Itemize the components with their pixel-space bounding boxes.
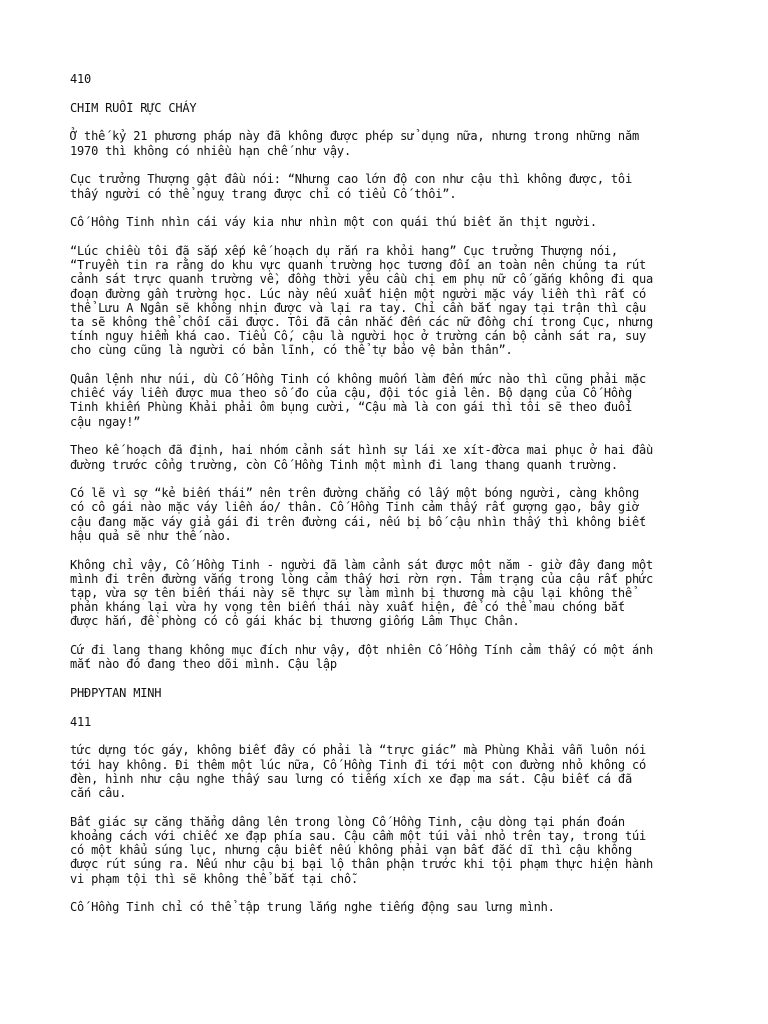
paragraph: Quân lệnh như núi, dù Cố Hồng Tinh có không muốn làm đến mức nào thì cũng phải mặc chiếc váy liền được mua theo số đo của cậu, đội tóc giả lên. Bộ dạng của Cố Hồng Tinh khiến Phùng Khải phải ôm bụng cười, “Cậu mà là con gái thì tôi sẽ theo đuổi cậu ngay!” xyxy=(70,372,647,429)
paragraph: Cứ đi lang thang không mục đích như vậy, đột nhiên Cố Hồng Tính cảm thấy có một ánh mắt nào đó đang theo dõi mình. Cậu lập xyxy=(70,643,654,672)
paragraph: Theo kế hoạch đã định, hai nhóm cảnh sát hình sự lái xe xít-đờca mai phục ở hai đầu đường trước cổng trường, còn Cố Hồng Tinh một mình đi lang thang quanh trường. xyxy=(70,443,654,472)
page-number-bottom: 411 xyxy=(70,714,92,729)
paragraph: Cố Hồng Tinh chỉ có thể tập trung lắng nghe tiếng động sau lưng mình. xyxy=(70,900,555,915)
paragraph: Ở thế kỷ 21 phương pháp này đã không được phép sử dụng nữa, nhưng trong những năm 1970 thì không có nhiều hạn chế như vậy. xyxy=(70,129,639,158)
paragraph: Không chỉ vậy, Cố Hồng Tinh - người đã làm cảnh sát được một năm - giờ đây đang một mình đi trên đường vắng trong lòng cảm thấy hơi rờn rợn. Tâm trạng của cậu rất phức tạp, vừa sợ tên biến thái này sẽ thực sự làm mình bị thương mà cậu lại không thể phản kháng lại vừa hy vọng tên biến thái này xuất hiện, để có thể mau chóng bắt được hắn, đề phòng có cô gái khác bị thương giống Lâm Thục Chân. xyxy=(70,557,654,629)
document-page xyxy=(70,72,730,929)
paragraph: Bất giác sự căng thẳng dâng lên trong lòng Cố Hồng Tinh, cậu dòng tại phán đoán khoảng cách với chiếc xe đạp phía sau. Cậu cầm một túi vải nhỏ trên tay, trong túi có một khẩu súng lục, nhưng cậu biết nếu không phải vạn bất đắc dĩ thì cậu không được rút súng ra. Nếu như cậu bị bại lộ thân phận trước khi tội phạm thực hiện hành vi phạm tội thì sẽ không thể bắt tại chỗ. xyxy=(70,814,654,886)
footer-label: PHĐPYTAN MINH xyxy=(70,686,162,700)
page-number-top: 410 xyxy=(70,72,92,86)
paragraph: Cố Hồng Tinh nhìn cái váy kia như nhìn một con quái thú biết ăn thịt người. xyxy=(70,215,597,230)
paragraph: tức dựng tóc gáy, không biết đây có phải là “trực giác” mà Phùng Khải vẫn luôn nói tới hay không. Đi thêm một lúc nữa, Cố Hồng Tinh đi tới một con đường nhỏ không có đèn, hình như cậu nghe thấy sau lưng có tiếng xích xe đạp ma sát. Cậu biết cá đã cắn câu. xyxy=(70,743,647,801)
paragraph: “Lúc chiều tôi đã sắp xếp kế hoạch dụ rắn ra khỏi hang” Cục trưởng Thượng nói, “Truyền tin ra rằng do khu vực quanh trường học tương đối an toàn nên chúng ta rút cảnh sát trực quanh trường về, đồng thời yêu cầu chị em phụ nữ cố gắng không đi qua đoạn đường gần trường học. Lúc này nếu xuất hiện một người mặc váy liền thì rất có thể Lưu A Ngân sẽ không nhịn được và lại ra tay. Chỉ cần bắt ngay tại trận thì cậu ta sẽ không thể chối cãi được. Tôi đã cân nhắc đến các nữ đồng chí trong Cục, nhưng tính nguy hiểm khá cao. Tiểu Cố, cậu là người học ở trường cán bộ cảnh sát ra, suy cho cùng cũng là người có bản lĩnh, có thể tự bảo vệ bản thân”. xyxy=(70,243,654,358)
chapter-title: CHIM RUỒI RỰC CHÁY xyxy=(70,100,197,115)
paragraph: Cục trưởng Thượng gật đầu nói: “Nhưng cao lớn độ con như cậu thì không được, tôi thấy người có thể nguỵ trang được chỉ có tiểu Cố thôi”. xyxy=(70,172,632,201)
paragraph: Có lẽ vì sợ “kẻ biến thái” nên trên đường chẳng có lấy một bóng người, càng không có cô gái nào mặc váy liền áo/ thân. Cố Hồng Tinh cảm thấy rất gượng gạo, bây giờ cậu đang mặc váy giả gái đi trên đường cái, nếu bị bố cậu nhìn thấy thì không biết hậu quả sẽ như thế nào. xyxy=(70,486,647,543)
